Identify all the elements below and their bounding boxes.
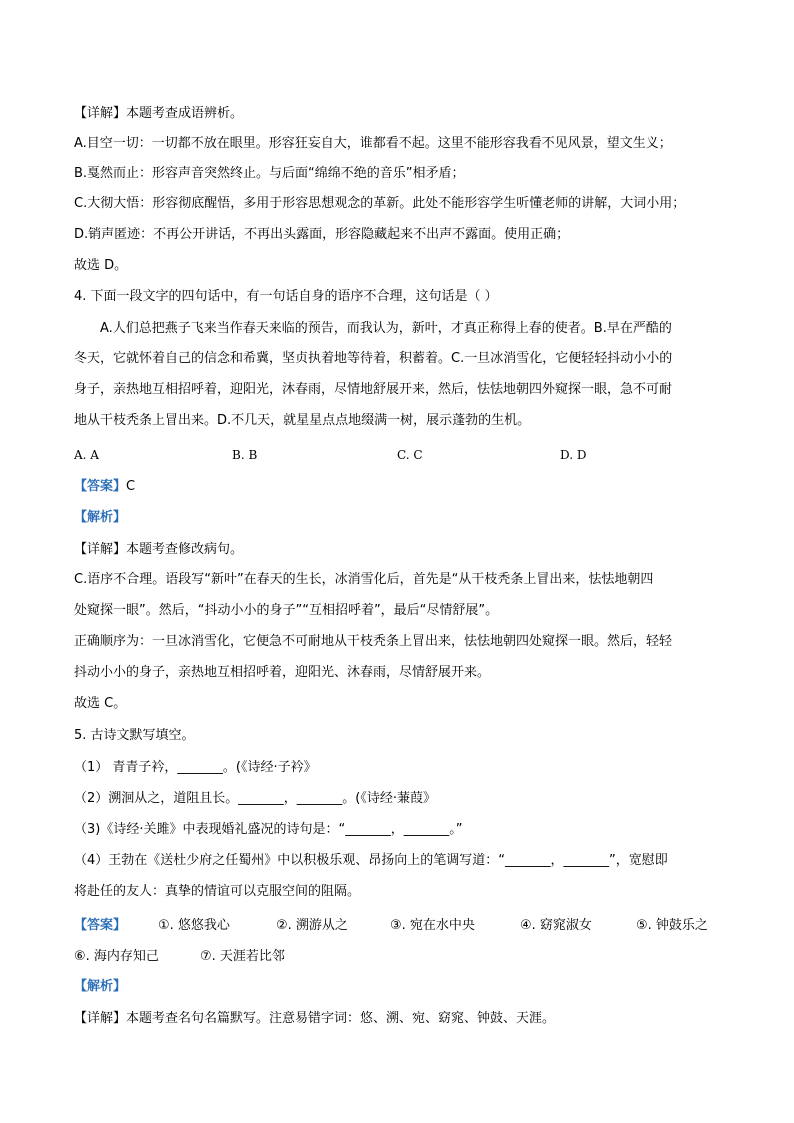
q4-detail-line [74,541,243,559]
q4-analysis-tag [74,509,126,527]
q4-pick: 故选 C。 [74,696,127,711]
q5-item: 将赴任的友人：真挚的情谊可以克服空间的阻隔。 [74,884,361,899]
q5-answer-item: ③. 宛在水中央 [390,918,475,933]
q4-passage-line: 身子，亲热地互相招呼着，迎阳光，沐春雨，尽情地舒展开来，然后，怯怯地朝四外窥探一眼，急不可耐 [74,382,673,397]
q4-passage-line: A.人们总把燕子飞来当作春天来临的预告，而我认为，新叶，才真正称得上春的使者。B.早在严酷的 [100,321,672,336]
q4-option-a: A. A [74,448,99,462]
q4-option-c: C. C [397,448,423,462]
q4-answer-line [74,478,135,496]
analysis-tag: 【解析】 [74,510,127,525]
q3-option-a-explain: A.目空一切：一切都不放在眼里。形容狂妄自大，谁都看不起。这里不能形容我看不见风景，望文生义； [74,136,672,151]
q4-stem: 4. 下面一段文字的四句话中，有一句话自身的语序不合理，这句话是（ ） [74,289,498,304]
q5-detail-line [74,1010,555,1028]
q4-option-d: D. D [560,448,587,462]
q3-option-c-explain: C.大彻大悟：形容彻底醒悟，多用于形容思想观念的革新。此处不能形容学生听懂老师的讲解，大词小用； [74,196,686,211]
q4-passage-line: 地从干枝秃条上冒出来。D.不几天，就星星点点地缀满一树，展示蓬勃的生机。 [74,413,531,428]
detail-text: 本题考查修改病句。 [126,542,244,557]
q4-passage-line: 冬天，它就怀着自己的信念和希冀，坚贞执着地等待着，积蓄着。C.一旦冰消雪化，它便轻轻抖动小小的 [74,351,673,366]
q5-item: （2）溯洄从之，道阻且长。_______，_______。(《诗经·蒹葭》 [74,791,436,806]
q5-stem: 5. 古诗文默写填空。 [74,728,195,743]
detail-tag: 【详解】 [74,542,127,557]
q5-analysis-line [74,978,126,996]
q4-explain-line: 正确顺序为：一旦冰消雪化，它便急不可耐地从干枝秃条上冒出来，怯怯地朝四处窥探一眼。然后，轻轻 [74,634,673,649]
q5-answer-item: ⑦. 天涯若比邻 [200,949,285,964]
q3-detail-line [74,105,243,123]
q5-item: （3)《诗经·关雎》中表现婚礼盛况的诗句是：“_______，_______。” [74,822,463,837]
answer-value: C [126,479,136,494]
analysis-tag: 【解析】 [74,979,127,994]
detail-tag: 【详解】 [74,106,127,121]
q5-answer-item: ①. 悠悠我心 [158,918,230,933]
detail-text: 本题考查名句名篇默写。注意易错字词：悠、溯、宛、窈窕、钟鼓、天涯。 [126,1011,556,1026]
q4-explain-line: 抖动小小的身子，亲热地互相招呼着，迎阳光、沐春雨，尽情舒展开来。 [74,665,491,680]
detail-tag: 【详解】 [74,1011,127,1026]
q5-item: （1） 青青子衿，_______。(《诗经·子衿》 [74,760,317,775]
q5-answer-item: ⑤. 钟鼓乐之 [636,918,708,933]
answer-tag: 【答案】 [74,918,127,933]
q5-answer-item: ⑥. 海内存知己 [74,949,159,964]
q5-answer-tag [74,914,126,933]
q3-option-b-explain: B.戛然而止：形容声音突然终止。与后面“绵绵不绝的音乐”相矛盾； [74,166,465,181]
q3-option-d-explain: D.销声匿迹：不再公开讲话，不再出头露面，形容隐藏起来不出声不露面。使用正确； [74,227,570,242]
q4-explain-line: C.语序不合理。语段写“新叶”在春天的生长，冰消雪化后，首先是“从干枝秃条上冒出来，怯怯地朝四 [74,572,654,587]
q5-answer-item: ④. 窈窕淑女 [520,918,592,933]
q3-pick: 故选 D。 [74,258,128,273]
detail-text: 本题考查成语辨析。 [126,106,244,121]
q4-option-b: B. B [232,448,258,462]
answer-tag: 【答案】 [74,479,127,494]
q5-answer-item: ②. 溯游从之 [276,918,348,933]
q4-explain-line: 处窥探一眼”。然后，“抖动小小的身子”“互相招呼着”，最后“尽情舒展”。 [74,603,499,618]
q5-item: （4）王勃在《送杜少府之任蜀州》中以积极乐观、昂扬向上的笔调写道：“_______，_______”，宽慰即 [74,853,668,868]
